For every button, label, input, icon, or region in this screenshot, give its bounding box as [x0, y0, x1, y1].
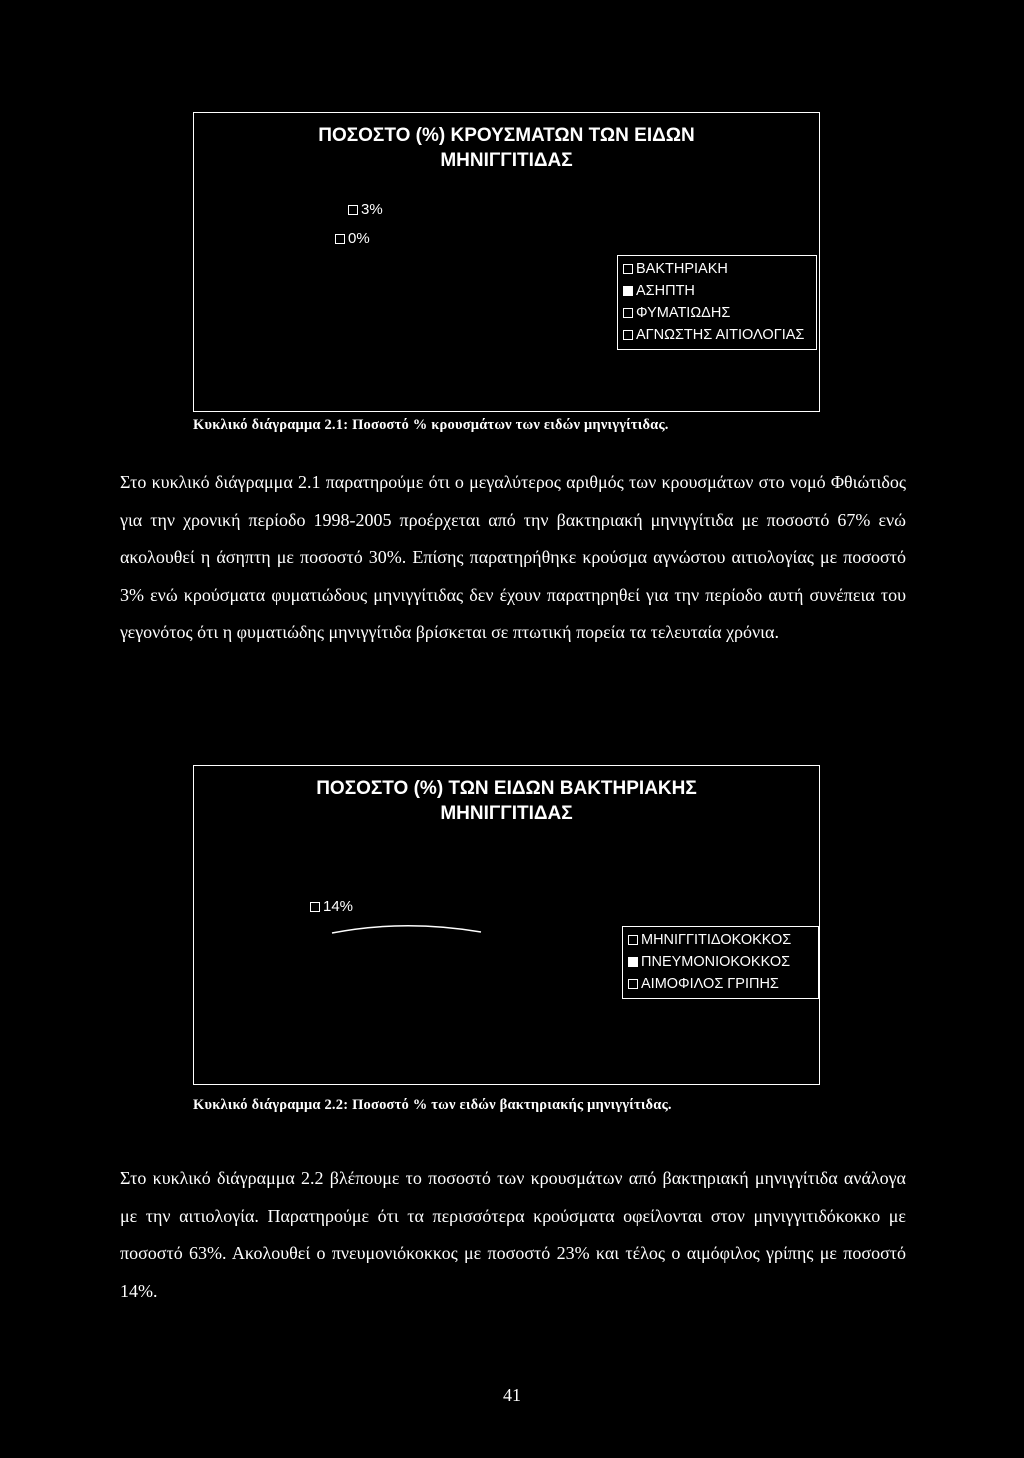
legend-swatch-icon: [628, 935, 638, 945]
legend-label: ΦΥΜΑΤΙΩΔΗΣ: [636, 305, 731, 321]
legend-swatch-icon: [623, 308, 633, 318]
chart1-title-line2: ΜΗΝΙΓΓΙΤΙΔΑΣ: [440, 150, 573, 171]
legend-swatch-icon: [623, 264, 633, 274]
chart2-title-line2: ΜΗΝΙΓΓΙΤΙΔΑΣ: [440, 803, 573, 824]
legend-label: ΜΗΝΙΓΓΙΤΙΔΟΚΟΚΚΟΣ: [641, 932, 792, 948]
legend-item-tuberculous: [623, 302, 810, 324]
legend-item-aseptic: [623, 280, 810, 302]
legend-swatch-icon: [623, 330, 633, 340]
chart1-data-label-0: [335, 230, 370, 247]
chart1-legend: [617, 255, 817, 350]
pie-chart-2: [193, 765, 820, 1085]
body-paragraph-1: Στο κυκλικό διάγραμμα 2.1 παρατηρούμε ότι ο μεγαλύτερος αριθμός των κρουσμάτων στο νομό Φθιώτιδος για την χρονική περίοδο 1998-2005 προέρχεται από την βακτηριακή μηνιγγίτιδα με ποσοστό 67% ενώ ακολουθεί η άσηπτη με ποσοστό 30%. Επίσης παρατηρήθηκε κρούσμα αγνώστου αιτιολογίας με ποσοστό 3% ενώ κρούσματα φυματιώδους μηνιγγίτιδας δεν έχουν παρατηρηθεί για την περίοδο αυτή συνέπεια του γεγονότος ότι η φυματιώδης μηνιγγίτιδα βρίσκεται σε πτωτική πορεία τα τελευταία χρόνια.: [120, 472, 906, 642]
chart1-caption: Κυκλικό διάγραμμα 2.1: Ποσοστό % κρουσμάτων των ειδών μηνιγγίτιδας.: [193, 417, 669, 433]
chart1-data-label-3: [348, 201, 383, 218]
pie-chart-1: [193, 112, 820, 412]
data-label-text: 14%: [323, 898, 354, 915]
chart2-caption: Κυκλικό διάγραμμα 2.2: Ποσοστό % των ειδών βακτηριακής μηνιγγίτιδας.: [193, 1097, 672, 1113]
legend-item-unknown: [623, 324, 810, 346]
legend-label: ΠΝΕΥΜΟΝΙΟΚΟΚΚΟΣ: [641, 954, 791, 970]
chart1-title-line1: ΠΟΣΟΣΤΟ (%) ΚΡΟΥΣΜΑΤΩΝ ΤΩΝ ΕΙΔΩΝ: [318, 125, 695, 146]
swatch-icon: [335, 234, 345, 244]
legend-item-bacterial: [623, 258, 810, 280]
chart2-legend: [622, 926, 819, 999]
legend-item-meningococcus: [628, 929, 812, 951]
legend-swatch-icon: [628, 957, 638, 967]
legend-label: ΑΙΜΟΦΙΛΟΣ ΓΡΙΠΗΣ: [641, 976, 779, 992]
body-paragraph-2: Στο κυκλικό διάγραμμα 2.2 βλέπουμε το ποσοστό των κρουσμάτων από βακτηριακή μηνιγγίτιδα ανάλογα με την αιτιολογία. Παρατηρούμε ότι τα περισσότερα κρούσματα οφείλονται στον μηνιγγιτιδόκοκκο με ποσοστό 63%. Ακολουθεί ο πνευμονιόκοκκος με ποσοστό 23% και τέλος ο αιμόφιλος γρίπης με ποσοστό 14%.: [120, 1168, 906, 1301]
chart1-title: [194, 123, 819, 173]
legend-swatch-icon: [623, 286, 633, 296]
legend-item-haemophilus: [628, 973, 812, 995]
legend-swatch-icon: [628, 979, 638, 989]
data-label-text: 3%: [361, 201, 383, 218]
data-label-text: 0%: [348, 230, 370, 247]
legend-item-pneumococcus: [628, 951, 812, 973]
page-number: 41: [503, 1385, 521, 1405]
swatch-icon: [348, 205, 358, 215]
legend-label: ΑΓΝΩΣΤΗΣ ΑΙΤΙΟΛΟΓΙΑΣ: [636, 327, 805, 343]
chart2-title-line1: ΠΟΣΟΣΤΟ (%) ΤΩΝ ΕΙΔΩΝ ΒΑΚΤΗΡΙΑΚΗΣ: [316, 778, 697, 799]
legend-label: ΒΑΚΤΗΡΙΑΚΗ: [636, 261, 728, 277]
legend-label: ΑΣΗΠΤΗ: [636, 283, 695, 299]
